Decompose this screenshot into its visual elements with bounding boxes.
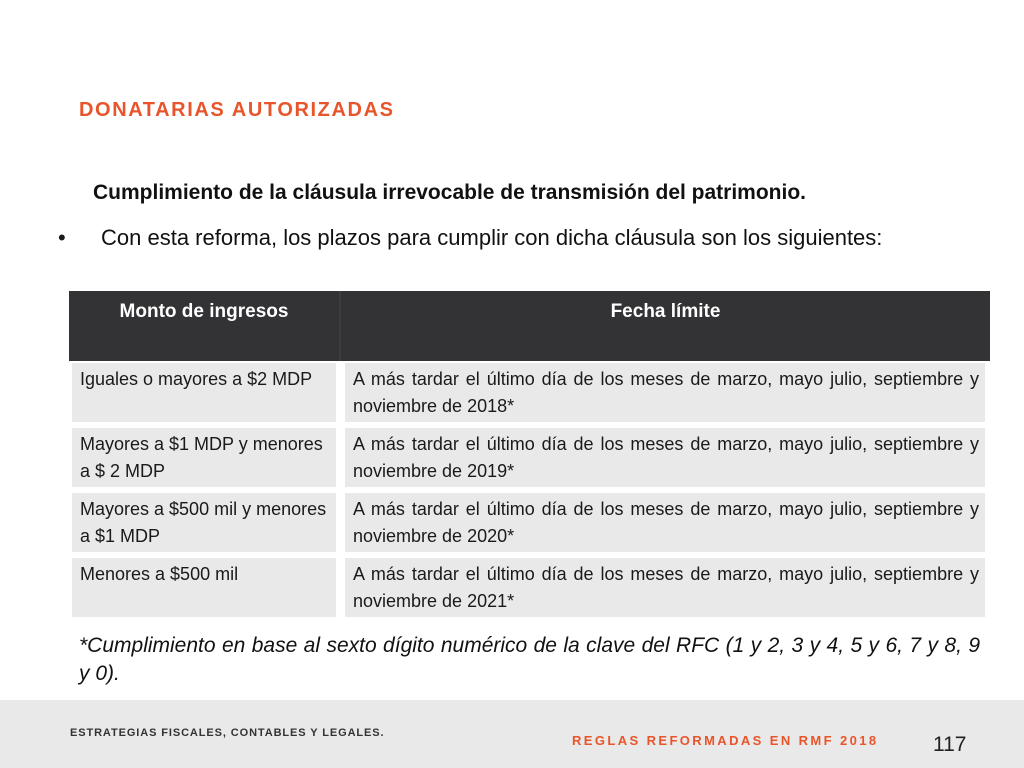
table-cell-monto: Menores a $500 mil: [72, 558, 336, 617]
bullet-text: Con esta reforma, los plazos para cumplir con dicha cláusula son los siguientes:: [101, 225, 883, 250]
table-cell-fecha: A más tardar el último día de los meses de marzo, mayo julio, septiembre y noviembre de 2021*: [345, 558, 985, 617]
bullet-item: [58, 223, 962, 253]
bullet-icon: •: [58, 225, 66, 250]
column-header-monto: Monto de ingresos: [119, 301, 289, 322]
footnote: *Cumplimiento en base al sexto dígito numérico de la clave del RFC (1 y 2, 3 y 4, 5 y 6, 7 y 8, 9 y 0).: [79, 634, 980, 685]
table-header: [69, 291, 990, 361]
table-cell-monto: Mayores a $1 MDP y menores a $ 2 MDP: [72, 428, 336, 487]
table-cell-fecha: A más tardar el último día de los meses de marzo, mayo julio, septiembre y noviembre de 2018*: [345, 363, 985, 422]
table-cell-monto: Mayores a $500 mil y menores a $1 MDP: [72, 493, 336, 552]
column-header-fecha: Fecha límite: [610, 301, 721, 322]
slide-subtitle: Cumplimiento de la cláusula irrevocable de transmisión del patrimonio.: [93, 181, 807, 204]
table-cell-monto: Iguales o mayores a $2 MDP: [72, 363, 336, 422]
table-cell-fecha: A más tardar el último día de los meses de marzo, mayo julio, septiembre y noviembre de 2020*: [345, 493, 985, 552]
page-number: 117: [933, 733, 967, 756]
section-title: DONATARIAS AUTORIZADAS: [79, 99, 395, 121]
footer-company-text: ESTRATEGIAS FISCALES, CONTABLES Y LEGALES.: [70, 727, 385, 739]
footer-topic-text: REGLAS REFORMADAS EN RMF 2018: [572, 733, 879, 748]
table-cell-fecha: A más tardar el último día de los meses de marzo, mayo julio, septiembre y noviembre de 2019*: [345, 428, 985, 487]
